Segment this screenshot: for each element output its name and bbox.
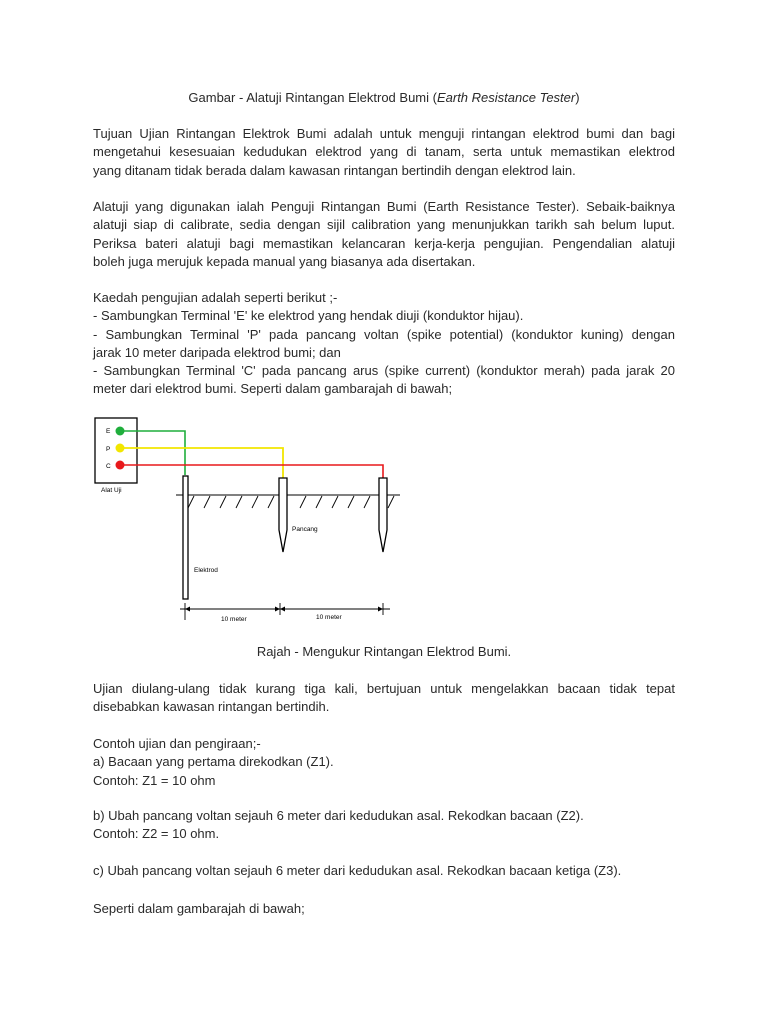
text-line: yang ditanam tidak berada dalam kawasan rintangan bertindih dengan elektrod lain.	[93, 162, 576, 178]
text-line: Periksa bateri alatuji bagi memastikan kelancaran kerja-kerja pengujian. Pengendalian alatuji	[93, 235, 675, 251]
earth-electrode-rod	[183, 476, 188, 599]
terminal-e-dot	[116, 427, 125, 436]
terminal-p-label: P	[106, 446, 111, 453]
current-spike	[379, 478, 387, 552]
ground-hatching	[188, 496, 394, 508]
paragraph-example-b	[93, 807, 675, 844]
arrow-head	[280, 607, 285, 612]
terminal-c-label: C	[106, 463, 111, 470]
red-wire	[120, 465, 383, 479]
paragraph-example-c: c) Ubah pancang voltan sejauh 6 meter dari kedudukan asal. Rekodkan bacaan ketiga (Z3).	[93, 863, 622, 878]
terminal-e-label: E	[106, 428, 111, 435]
figure-title	[93, 89, 675, 107]
text-line: Contoh: Z1 = 10 ohm	[93, 772, 216, 788]
text-line: - Sambungkan Terminal 'P' pada pancang voltan (spike potential) (konduktor kuning) dengan	[93, 326, 675, 342]
text-line: meter dari elektrod bumi. Seperti dalam gambarajah di bawah;	[93, 381, 453, 397]
text-line: - Sambungkan Terminal 'C' pada pancang arus (spike current) (konduktor merah) pada jarak 20	[93, 363, 675, 379]
potential-spike	[279, 478, 287, 552]
distance-label-2: 10 meter	[316, 614, 342, 621]
device-label: Alat Uji	[101, 487, 122, 494]
distance-label-1: 10 meter	[221, 616, 247, 623]
text-line: alatuji siap di calibrate, sedia dengan sijil calibration yang menunjukkan tarikh sah belum luput.	[93, 217, 675, 233]
text-line: Tujuan Ujian Rintangan Elektrok Bumi adalah untuk menguji rintangan elektrod bumi dan bagi	[93, 126, 675, 141]
text-line: disebabkan kawasan rintangan bertindih.	[93, 699, 330, 715]
text-line: jarak 10 meter daripada elektrod bumi; dan	[93, 344, 341, 360]
earth-resistance-diagram	[90, 412, 410, 628]
pancang-label: Pancang	[292, 526, 318, 533]
text-line: Contoh ujian dan pengiraan;-	[93, 736, 261, 751]
figure-title-prefix: Gambar - Alatuji Rintangan Elektrod Bumi (	[188, 90, 437, 105]
text-line: b) Ubah pancang voltan sejauh 6 meter dari kedudukan asal. Rekodkan bacaan (Z2).	[93, 808, 584, 823]
text-line: mengetahui kesesuaian kedudukan elektrod yang di tanam, serta untuk memastikan elektrod	[93, 144, 675, 160]
paragraph-example-a	[93, 735, 675, 790]
paragraph-method	[93, 289, 675, 399]
text-line: Ujian diulang-ulang tidak kurang tiga kali, bertujuan untuk mengelakkan bacaan tidak tepat	[93, 681, 675, 696]
text-line: Contoh: Z2 = 10 ohm.	[93, 826, 220, 842]
terminal-p-dot	[116, 444, 125, 453]
paragraph-equipment	[93, 198, 675, 271]
text-line: a) Bacaan yang pertama direkodkan (Z1).	[93, 754, 334, 770]
text-line: - Sambungkan Terminal 'E' ke elektrod yang hendak diuji (konduktor hijau).	[93, 308, 524, 324]
paragraph-repeat	[93, 680, 675, 717]
figure-title-suffix: )	[575, 90, 580, 105]
text-line: Kaedah pengujian adalah seperti berikut ;-	[93, 290, 338, 305]
text-line: boleh juga merujuk kepada manual yang biasanya ada disertakan.	[93, 253, 476, 269]
paragraph-purpose	[93, 125, 675, 180]
arrow-head	[378, 607, 383, 612]
terminal-c-dot	[116, 461, 125, 470]
yellow-wire	[120, 448, 283, 479]
figure-title-italic: Earth Resistance Tester	[436, 90, 576, 105]
electrode-label: Elektrod	[194, 567, 218, 574]
text-line: Alatuji yang digunakan ialah Penguji Rintangan Bumi (Earth Resistance Tester). Sebaik-baiknya	[93, 199, 675, 214]
arrow-head	[275, 607, 280, 612]
paragraph-see-below: Seperti dalam gambarajah di bawah;	[93, 901, 305, 916]
figure-caption: Rajah - Mengukur Rintangan Elektrod Bumi.	[256, 644, 512, 659]
test-device-box	[95, 418, 137, 483]
arrow-head	[185, 607, 190, 612]
